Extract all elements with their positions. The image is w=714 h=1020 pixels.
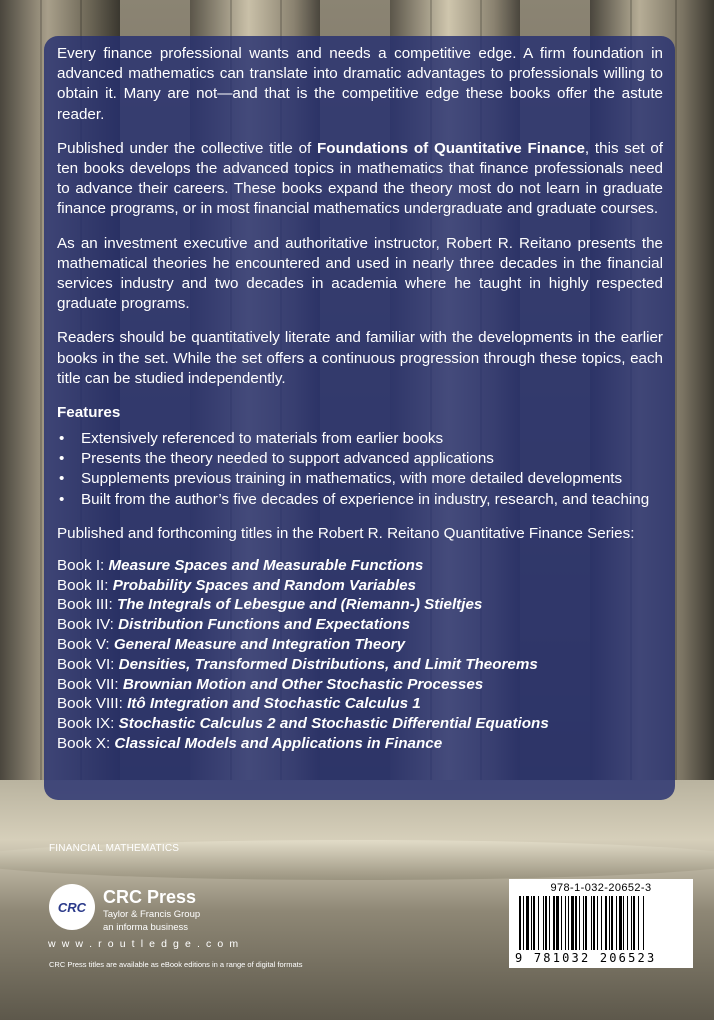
barcode-bar (561, 896, 562, 950)
barcode-bar (631, 896, 632, 950)
book-title: Distribution Functions and Expectations (118, 616, 411, 634)
feature-item: • Presents the theory needed to support advanced applications (57, 449, 663, 469)
barcode-bar (633, 896, 635, 950)
publisher-name: CRC Press (103, 887, 197, 907)
publisher-group: Taylor & Francis Group (103, 909, 201, 920)
book-item: Book III: The Integrals of Lebesgue and (Riemann-) Stieltjes (57, 596, 483, 614)
isbn-barcode (509, 879, 693, 968)
book-item: Book VIII: Itô Integration and Stochastic Calculus 1 (57, 695, 421, 713)
book-item: Book IV: Distribution Functions and Expectations (57, 616, 411, 634)
barcode-bar (538, 896, 539, 950)
barcode-bar (543, 896, 544, 950)
barcode-bar (597, 896, 598, 950)
feature-item: • Supplements previous training in mathematics, with more detailed developments (57, 469, 663, 489)
publisher-url: w w w . r o u t l e d g e . c o m (48, 938, 240, 950)
book-item: Book II: Probability Spaces and Random Variables (57, 576, 417, 594)
feature-item: • Extensively referenced to materials from earlier books (57, 429, 663, 449)
book-item: Book I: Measure Spaces and Measurable Functions (57, 556, 424, 574)
barcode-bar (523, 896, 524, 950)
barcode-bar (568, 896, 569, 950)
book-item: Book V: General Measure and Integration Theory (57, 636, 406, 654)
barcode-bar (526, 896, 529, 950)
barcode-bar (571, 896, 574, 950)
barcode-bar (575, 896, 577, 950)
book-item: Book IX: Stochastic Calculus 2 and Stochastic Differential Equations (57, 715, 549, 733)
book-title: Measure Spaces and Measurable Functions (108, 556, 424, 574)
barcode-bar (601, 896, 602, 950)
barcode-bar (519, 896, 521, 950)
book-title: Densities, Transformed Distributions, and Limit Theorems (118, 655, 538, 673)
intro-p2-after: , this set of ten books develops the advanced topics in mathematics that finance professionals need to advance their careers. These books expand the theory most do not learn in graduate finance programs, or in most financial mathematics undergraduate and graduate courses. (57, 139, 663, 218)
series-intro: Published and forthcoming titles in the Robert R. Reitano Quantitative Finance Series: (57, 524, 635, 542)
barcode-bar (638, 896, 639, 950)
barcode-bar (545, 896, 547, 950)
book-title: Brownian Motion and Other Stochastic Processes (122, 675, 484, 693)
bullet-icon: • (59, 490, 65, 508)
barcode-bar (611, 896, 613, 950)
book-title: Stochastic Calculus 2 and Stochastic Differential Equations (118, 715, 549, 733)
barcode-bar (553, 896, 555, 950)
barcode-bar (549, 896, 550, 950)
barcode-bar (593, 896, 595, 950)
crc-logo-icon: CRC (49, 884, 95, 930)
barcode-bar (643, 896, 644, 950)
barcode-bar (533, 896, 535, 950)
series-collective-title: Foundations of Quantitative Finance (317, 139, 585, 157)
book-title: The Integrals of Lebesgue and (Riemann-) Stieltjes (116, 596, 483, 614)
feature-item: • Built from the author’s five decades of experience in industry, research, and teaching (57, 490, 663, 510)
book-item: Book VI: Densities, Transformed Distributions, and Limit Theorems (57, 655, 538, 673)
intro-paragraph-2 (57, 139, 663, 220)
barcode-bar (623, 896, 624, 950)
bullet-icon: • (59, 470, 65, 488)
barcode-bar (585, 896, 587, 950)
barcode-bar (531, 896, 532, 950)
barcode-bar (556, 896, 559, 950)
ebook-note: CRC Press titles are available as eBook editions in a range of digital formats (49, 960, 303, 969)
barcode-bar (627, 896, 628, 950)
barcode-bars (515, 896, 687, 950)
intro-paragraph-3: As an investment executive and authoritative instructor, Robert R. Reitano presents the mathematical theories he encountered and used in nearly three decades in the financial services industry and two decades in academia where he taught in highly respected graduate programs. (57, 234, 663, 313)
intro-paragraph-4: Readers should be quantitatively literate and familiar with the developments in the earlier books in the set. While the set offers a continuous progression through these topics, each title can be studied independently. (57, 329, 663, 387)
book-item: Book VII: Brownian Motion and Other Stochastic Processes (57, 675, 484, 693)
book-title: Probability Spaces and Random Variables (112, 576, 417, 594)
category-label: FINANCIAL MATHEMATICS (49, 843, 180, 854)
publisher-business: an informa business (103, 922, 189, 933)
description-panel (44, 36, 675, 800)
barcode-bar (579, 896, 580, 950)
isbn-number: 978-1-032-20652-3 (550, 882, 652, 894)
barcode-bar (609, 896, 610, 950)
features-heading: Features (57, 404, 121, 422)
barcode-bar (619, 896, 622, 950)
barcode-bar (565, 896, 566, 950)
book-list (57, 556, 663, 754)
features-list (57, 429, 663, 510)
barcode-bar (583, 896, 584, 950)
barcode-bar (605, 896, 607, 950)
bullet-icon: • (59, 450, 65, 468)
barcode-digits: 9 781032 206523 (515, 951, 657, 965)
book-title: General Measure and Integration Theory (113, 636, 406, 654)
barcode-bar (591, 896, 592, 950)
book-title: Itô Integration and Stochastic Calculus 1 (127, 695, 421, 713)
bullet-icon: • (59, 430, 65, 448)
book-item: Book X: Classical Models and Applications in Finance (57, 735, 443, 753)
barcode-bar (616, 896, 617, 950)
book-title: Classical Models and Applications in Finance (114, 735, 443, 753)
intro-paragraph-1: Every finance professional wants and needs a competitive edge. A firm foundation in advanced mathematics can translate into dramatic advantages to professionals willing to obtain it. Many are not—and that is the competitive edge these books offer the astute reader. (57, 45, 663, 123)
intro-p2-before: Published under the collective title of (57, 139, 318, 157)
